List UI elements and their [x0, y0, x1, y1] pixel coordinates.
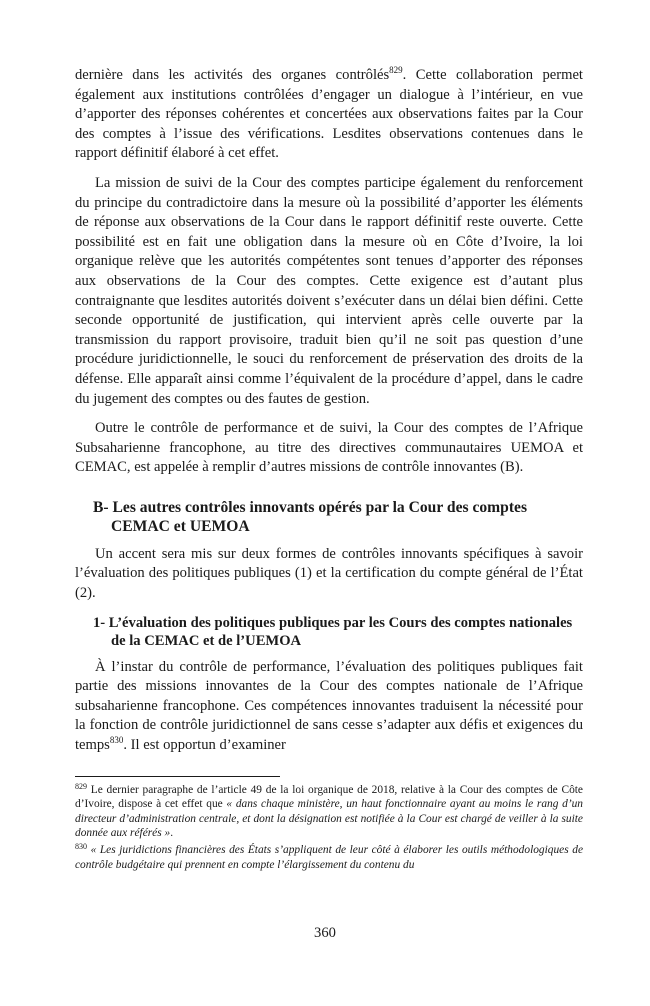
footnote-830 — [75, 843, 583, 872]
footnote-829 — [75, 783, 583, 841]
paragraph-2: La mission de suivi de la Cour des comptes participe également du renforcement du principe du contradictoire dans la mesure où la possibilité d’apporter les éléments de réponse aux observations de la Cour dans le rapport définitif reste ouverte. Cette possibilité est en fait une obligation dans la mesure où en Côte d’Ivoire, la loi organique relève que les autorités compétentes sont tenues d’apporter des réponses aux observations de la Cour des comptes. Cette exigence est d’autant plus contraignante que lesdites autorités doivent s’exécuter dans un délai bien défini. Cette seconde opportunité de justification, qui intervient après celle ouverte par la transmission du rapport provisoire, traduit bien qu’il ne soit pas question d’une procédure juridictionnelle, le souci du renforcement de préservation des droits de la défense. Elle apparaît ainsi comme l’équivalent de la procédure d’appel, dans le cadre du jugement des comptes ou des fautes de gestion. — [75, 174, 583, 407]
subsection-heading: 1- L’évaluation des politiques publiques par les Cours des comptes nationales de la CEMAC et de l’UEMOA — [93, 614, 573, 650]
subsection-paragraph — [75, 658, 583, 756]
footnote-ref-830[interactable]: 830 — [109, 735, 124, 746]
paragraph-1 — [75, 66, 583, 164]
footnote-829-end: . — [170, 827, 174, 840]
paragraph-1-text-start: dernière dans les activités des organes contrôlés — [75, 67, 390, 83]
footnote-829-quote: « dans chaque ministère, un haut fonctionnaire ayant au moins le rang d’un directeur d’administration centrale, et dont la désignation est notifiée à la Cour est chargé de veiller à la suite donnée aux référés » — [75, 798, 584, 840]
footnote-829-text: Le dernier paragraphe de l’article 49 de la loi organique de 2018, relative à la Cour des comptes de Côte d’Ivoire, dispose à cet effet que — [75, 783, 583, 811]
paragraph-3: Outre le contrôle de performance et de suivi, la Cour des comptes de l’Afrique Subsaharienne francophone, au titre des directives communautaires UEMOA et CEMAC, est appelée à remplir d’autres missions de contrôle innovantes (B). — [75, 420, 583, 476]
subsection-paragraph-text-end: . Il est opportun d’examiner — [123, 737, 286, 754]
paragraph-1-text-end: . Cette collaboration permet également aux institutions contrôlées d’engager un dialogue à l’intérieur, en vue d’apporter des réponses cohérentes et concertées aux observations faites par la Cour des comptes à l’issue des vérifications. Lesdites observations contenues dans le rapport définitif élaboré à cet effet. — [75, 67, 583, 162]
footnote-ref-829[interactable]: 829 — [389, 65, 403, 75]
footnote-830-number: 830 — [75, 842, 87, 851]
section-heading: B- Les autres contrôles innovants opérés par la Cour des comptes CEMAC et UEMOA — [93, 498, 528, 536]
footnote-830-quote: « Les juridictions financières des États s’appliquent de leur côté à élaborer les outils méthodologiques de contrôle budgétaire qui prennent en compte l’élargissement du contenu du — [75, 844, 583, 871]
footnote-829-number: 829 — [75, 781, 87, 791]
subsection-paragraph-text-start: À l’instar du contrôle de performance, l’évaluation des politiques publiques fait partie des missions innovantes de la Cour des comptes nationale de l’Afrique subsaharienne francophone. Ces compétences innovantes traduisent la nécessité pour la fonction de contrôle juridictionnel de sans cesse s’adapter aux défis et exigences du temps — [75, 658, 583, 754]
page-number: 360 — [314, 925, 336, 941]
footnote-separator — [75, 776, 280, 777]
section-paragraph: Un accent sera mis sur deux formes de contrôles innovants spécifiques à savoir l’évaluation des politiques publiques (1) et la certification du compte général de l’État (2). — [75, 545, 583, 602]
page-body — [75, 66, 583, 874]
